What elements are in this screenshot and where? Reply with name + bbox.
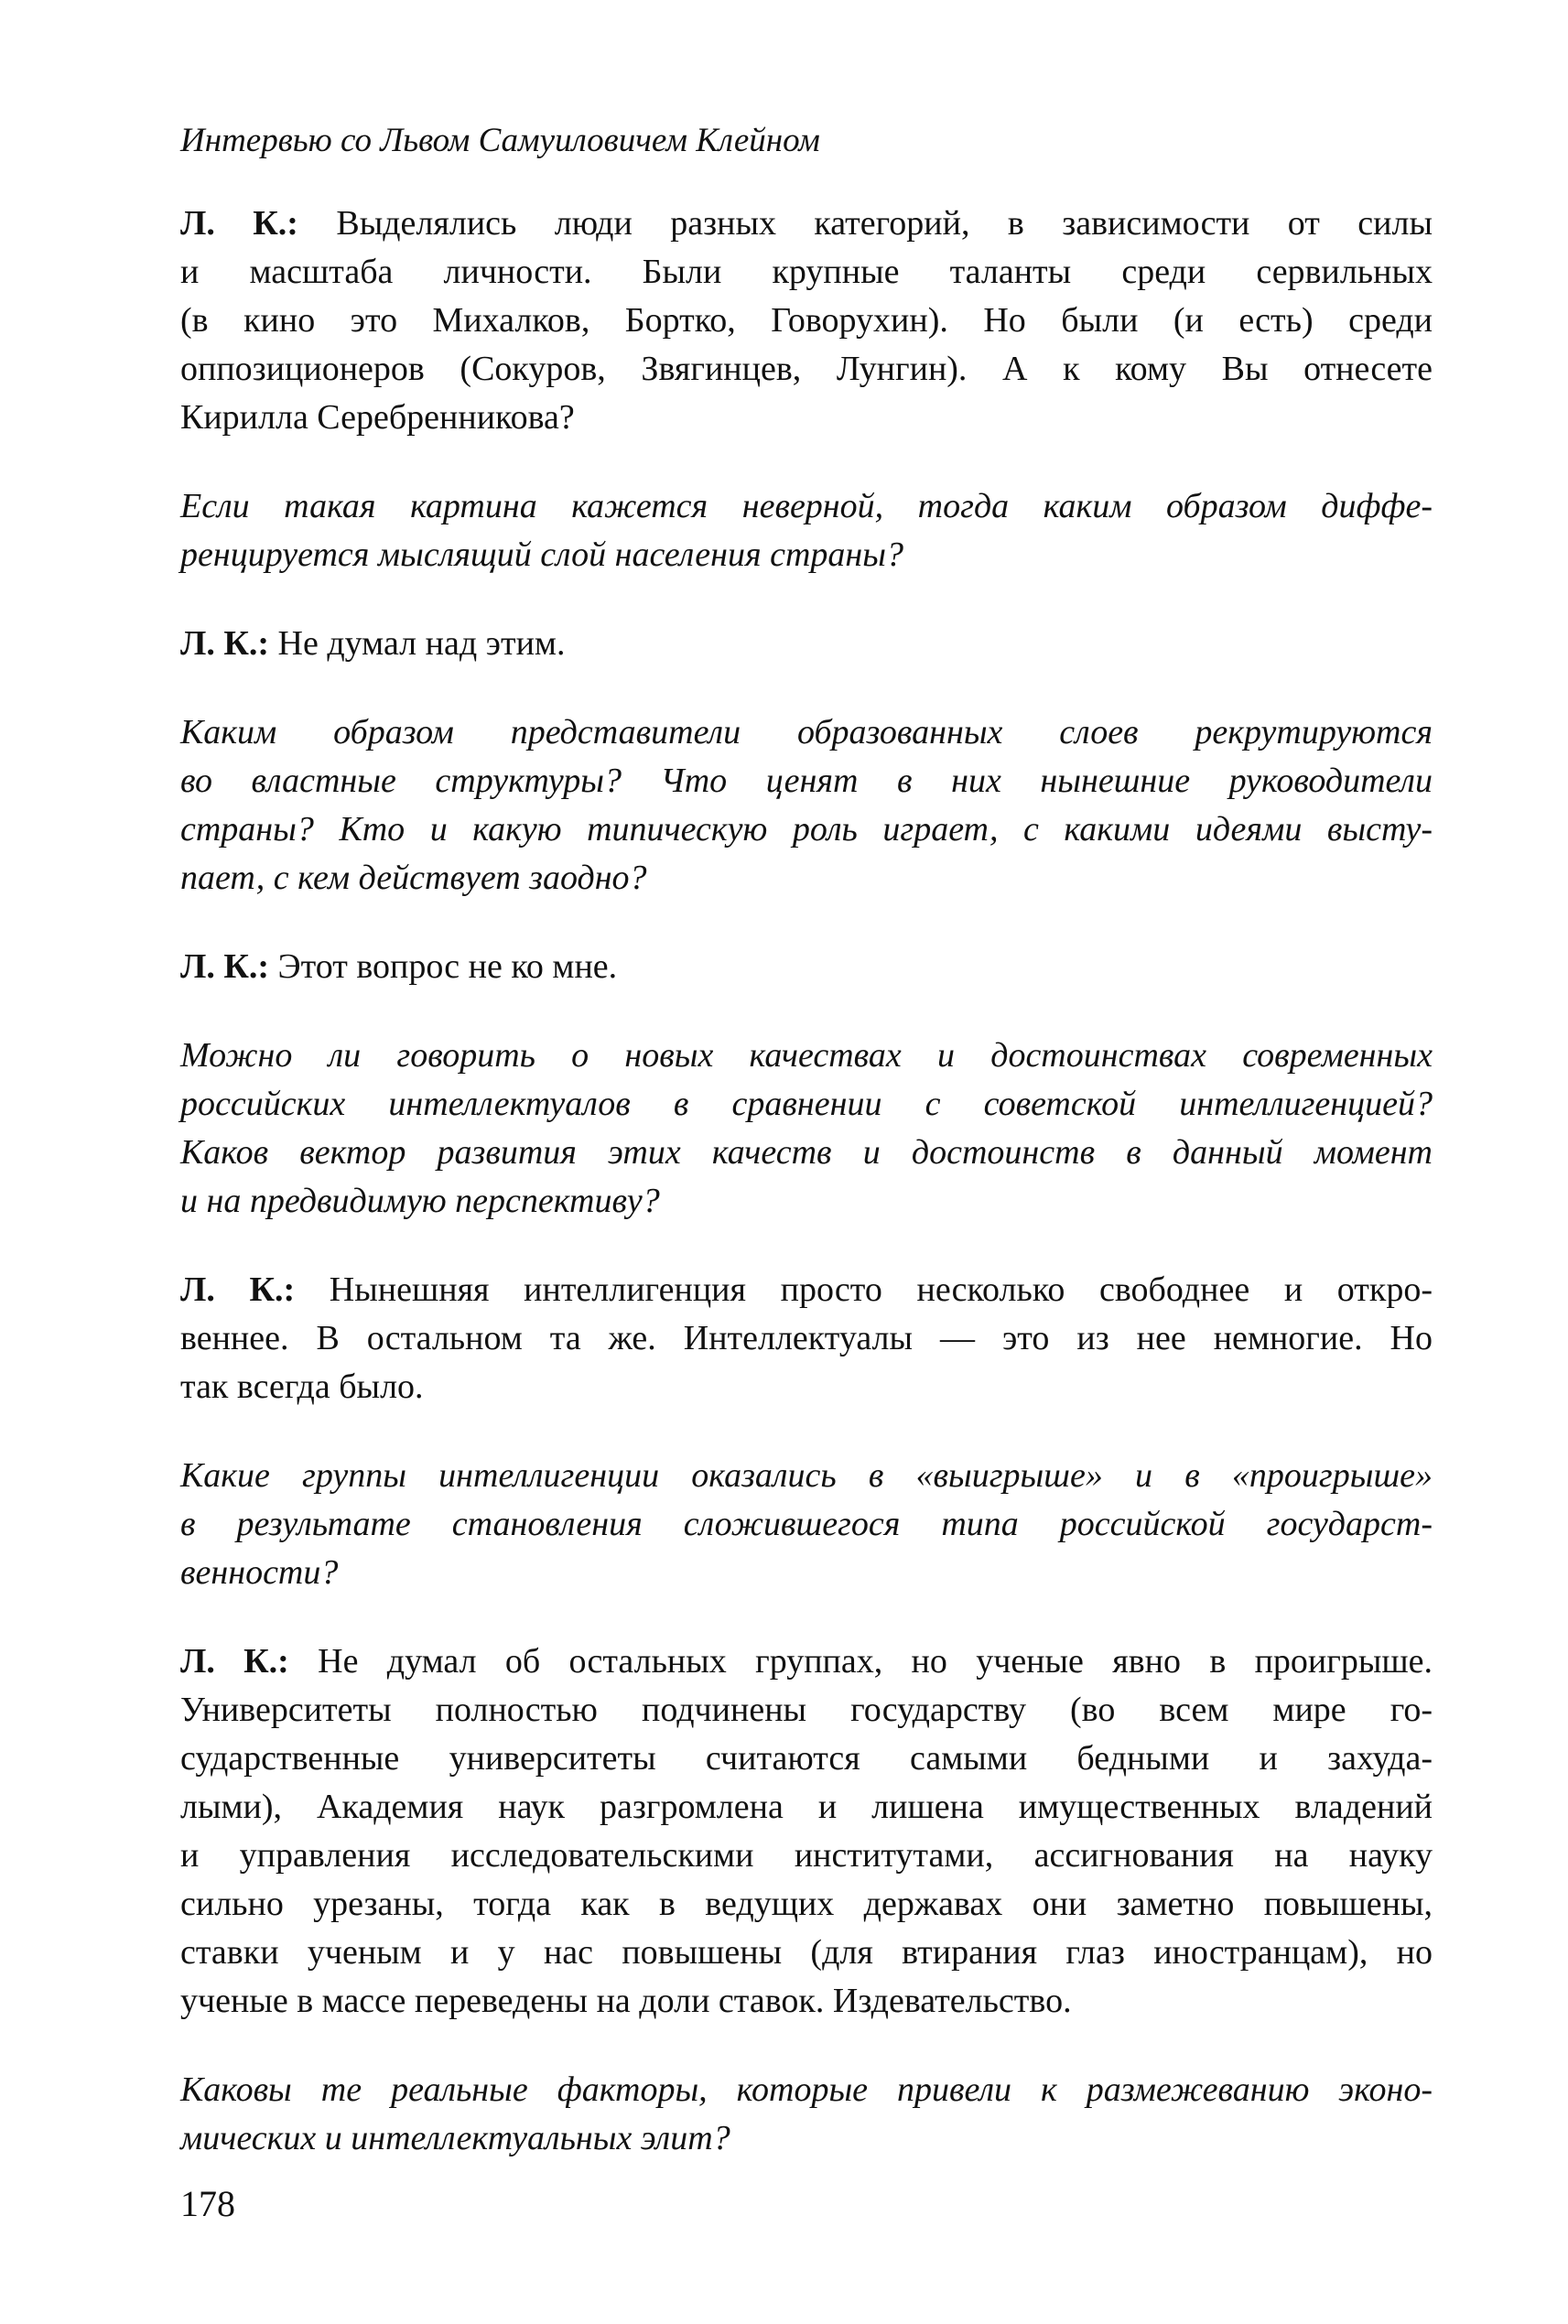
question-paragraph — [180, 2066, 1433, 2163]
text-line: сильно урезаны, тогда как в ведущих державах они заметно повышены, — [180, 1885, 1433, 1923]
speaker-label: Л. К.: — [180, 624, 270, 663]
answer-paragraph — [180, 200, 1433, 442]
running-header: Интервью со Львом Самуиловичем Клейном — [180, 122, 820, 159]
text-line: пает, с кем действует заодно? — [180, 859, 647, 897]
text-line — [180, 200, 1433, 248]
speaker-label: Л. К.: — [180, 204, 298, 243]
question-paragraph — [180, 1032, 1433, 1226]
text-line: во властные структуры? Что ценят в них нынешние руководители — [180, 762, 1433, 800]
text-line: в результате становления сложившегося типа российской государст- — [180, 1505, 1433, 1543]
text-line-content: Нынешняя интеллигенция просто несколько свободнее и откро- — [329, 1270, 1433, 1309]
text-line: Университеты полностью подчинены государству (во всем мире го- — [180, 1691, 1433, 1729]
answer-paragraph — [180, 1638, 1433, 2026]
page-number: 178 — [180, 2183, 235, 2224]
text-line: Какие группы интеллигенции оказались в «выигрыше» и в «проигрыше» — [180, 1456, 1433, 1495]
text-line-content: Не думал над этим. — [277, 624, 566, 663]
text-line: и масштаба личности. Были крупные таланты среди сервильных — [180, 253, 1433, 291]
speaker-label: Л. К.: — [180, 1642, 289, 1681]
text-line: лыми), Академия наук разгромлена и лишена имущественных владений — [180, 1788, 1433, 1826]
text-line — [180, 1266, 1433, 1314]
text-line: так всегда было. — [180, 1367, 424, 1406]
text-line: ренцируется мыслящий слой населения страны? — [180, 535, 904, 574]
text-line: ставки ученым и у нас повышены (для втирания глаз иностранцам), но — [180, 1933, 1433, 1972]
text-line: (в кино это Михалков, Бортко, Говорухин). Но были (и есть) среди — [180, 301, 1433, 340]
question-paragraph — [180, 1452, 1433, 1597]
question-paragraph — [180, 482, 1433, 579]
text-line-content: Выделялись люди разных категорий, в зависимости от силы — [336, 204, 1433, 243]
text-line-content: Этот вопрос не ко мне. — [277, 947, 618, 986]
text-line — [180, 943, 1433, 991]
text-line: оппозиционеров (Сокуров, Звягинцев, Лунгин). А к кому Вы отнесете — [180, 350, 1433, 388]
text-line: страны? Кто и какую типическую роль играет, с какими идеями высту- — [180, 810, 1433, 849]
text-line: венности? — [180, 1553, 339, 1592]
text-line: Можно ли говорить о новых качествах и достоинствах современных — [180, 1036, 1433, 1075]
text-line — [180, 1638, 1433, 1686]
question-paragraph — [180, 708, 1433, 903]
text-line: российских интеллектуалов в сравнении с советской интеллигенцией? — [180, 1085, 1433, 1123]
text-line: сударственные университеты считаются самыми бедными и захуда- — [180, 1739, 1433, 1778]
text-line — [180, 620, 1433, 668]
text-line: ученые в массе переведены на доли ставок. Издевательство. — [180, 1982, 1072, 2020]
text-line: мических и интеллектуальных элит? — [180, 2119, 730, 2157]
text-line: Если такая картина кажется неверной, тогда каким образом диффе- — [180, 487, 1433, 525]
speaker-label: Л. К.: — [180, 1270, 296, 1309]
answer-paragraph — [180, 620, 1433, 668]
text-line: Каким образом представители образованных слоев рекрутируются — [180, 713, 1433, 751]
text-line: веннее. В остальном та же. Интеллектуалы — это из нее немногие. Но — [180, 1319, 1433, 1357]
text-line: Каковы те реальные факторы, которые привели к размежеванию эконо- — [180, 2070, 1433, 2109]
text-line: и на предвидимую перспективу? — [180, 1182, 660, 1220]
text-line-content: Не думал об остальных группах, но ученые явно в проигрыше. — [318, 1642, 1433, 1681]
text-line: Каков вектор развития этих качеств и достоинств в данный момент — [180, 1133, 1433, 1172]
text-line: и управления исследовательскими институтами, ассигнования на науку — [180, 1836, 1433, 1875]
answer-paragraph — [180, 943, 1433, 991]
text-line: Кирилла Серебренникова? — [180, 398, 575, 437]
speaker-label: Л. К.: — [180, 947, 270, 986]
answer-paragraph — [180, 1266, 1433, 1411]
